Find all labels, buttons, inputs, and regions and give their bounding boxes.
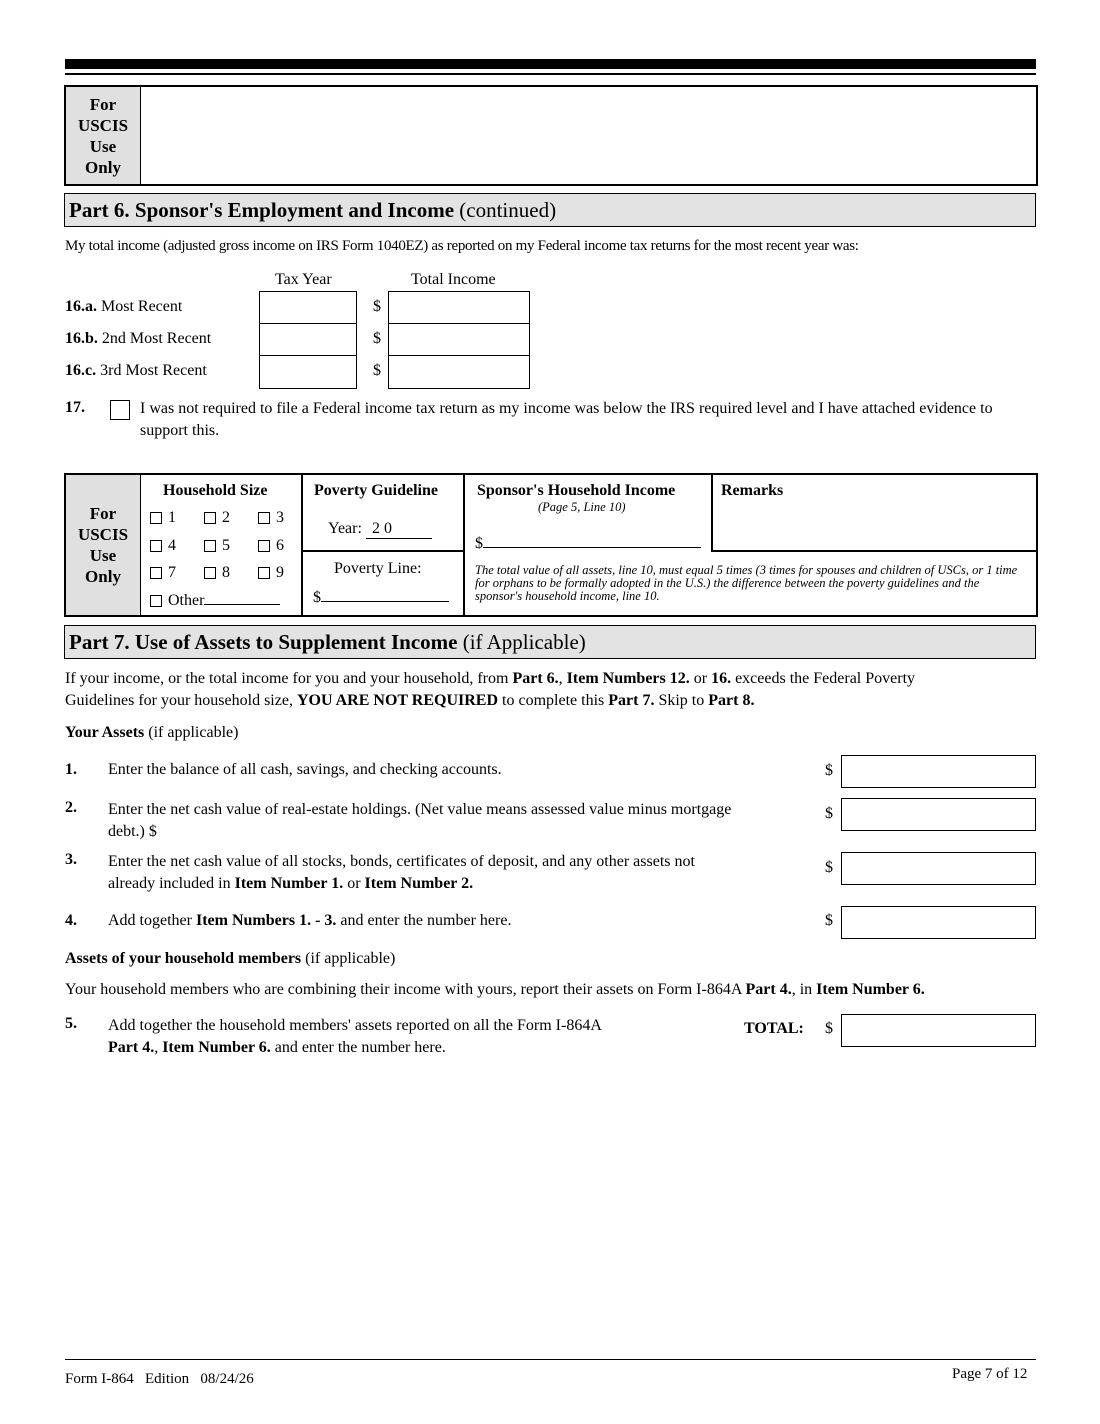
item3-text: Enter the net cash value of all stocks, bonds, certificates of deposit, and any other assets not already included in Item Number 1. or Item Number 2. bbox=[108, 853, 695, 892]
poverty-guideline-box bbox=[64, 473, 1038, 617]
item1-dollar: $ bbox=[825, 762, 833, 779]
header-rule-thick bbox=[65, 59, 1036, 69]
poverty-year: Year: 2 0 bbox=[328, 520, 432, 539]
item4-dollar: $ bbox=[825, 912, 833, 929]
part7-intro: If your income, or the total income for you and your household, from Part 6., Item Numbers 12. or 16. exceeds the Federal Poverty Guidelines for your household size, YOU ARE NOT REQUIRED to complete this Part 7. Skip to Part 8. bbox=[65, 670, 916, 709]
household-size-option-3[interactable]: 3 bbox=[258, 509, 284, 527]
item17-checkbox[interactable] bbox=[110, 400, 130, 420]
item2-text: Enter the net cash value of real-estate holdings. (Net value means assessed value minus mortgage debt.) $ bbox=[108, 801, 732, 840]
total-income-16c-input[interactable] bbox=[388, 355, 530, 389]
row-16b: 16.b. 2nd Most Recent bbox=[65, 330, 212, 347]
sponsor-income-subtitle: (Page 5, Line 10) bbox=[538, 500, 626, 514]
remarks-title: Remarks bbox=[721, 482, 784, 499]
part6-title: Part 6. Sponsor's Employment and Income bbox=[69, 198, 455, 222]
household-size-option-4[interactable]: 4 bbox=[150, 537, 176, 555]
total-label: TOTAL: bbox=[744, 1020, 804, 1037]
total-income-16a-input[interactable] bbox=[388, 291, 530, 325]
sponsor-income-title: Sponsor's Household Income bbox=[477, 482, 676, 499]
footer-form-id: Form I-864 Edition 08/24/26 bbox=[65, 1371, 254, 1387]
item3-number: 3. bbox=[65, 851, 77, 868]
header-rule-thin bbox=[65, 73, 1036, 75]
row-16c: 16.c. 3rd Most Recent bbox=[65, 362, 207, 379]
household-assets-intro: Your household members who are combining their income with yours, report their assets on Form I-864A Part 4., in Item Number 6. bbox=[65, 981, 925, 998]
item2-amount-input[interactable] bbox=[841, 798, 1036, 831]
item2-number: 2. bbox=[65, 799, 77, 816]
item5-total-input[interactable] bbox=[841, 1014, 1036, 1047]
household-size-title: Household Size bbox=[163, 482, 268, 499]
col-tax-year: Tax Year bbox=[275, 271, 332, 288]
household-size-option-7[interactable]: 7 bbox=[150, 564, 176, 582]
item4-amount-input[interactable] bbox=[841, 906, 1036, 939]
item5-text: Add together the household members' assets reported on all the Form I-864A Part 4., Item Number 6. and enter the number here. bbox=[108, 1017, 602, 1056]
poverty-line-label: Poverty Line: bbox=[334, 560, 422, 577]
household-size-option-other[interactable]: Other bbox=[150, 590, 280, 610]
poverty-year-input[interactable]: 2 0 bbox=[366, 520, 432, 539]
poverty-guideline-title: Poverty Guideline bbox=[314, 482, 438, 499]
row-16a: 16.a. Most Recent bbox=[65, 298, 183, 315]
item3-dollar: $ bbox=[825, 859, 833, 876]
part7-title: Part 7. Use of Assets to Supplement Income bbox=[69, 630, 458, 654]
item1-amount-input[interactable] bbox=[841, 755, 1036, 788]
item17-number: 17. bbox=[65, 399, 85, 416]
part6-intro: My total income (adjusted gross income on IRS Form 1040EZ) as reported on my Federal income tax returns for the most recent year was: bbox=[65, 238, 859, 254]
footer-rule bbox=[65, 1359, 1036, 1360]
household-size-option-1[interactable]: 1 bbox=[150, 509, 176, 527]
part7-header bbox=[64, 625, 1036, 659]
household-size-option-5[interactable]: 5 bbox=[204, 537, 230, 555]
guideline-uscis-label: For USCIS Use Only bbox=[66, 475, 141, 615]
dollar-16c: $ bbox=[373, 362, 381, 379]
item5-number: 5. bbox=[65, 1015, 77, 1032]
item17-text: I was not required to file a Federal income tax return as my income was below the IRS required level and I have attached evidence to support this. bbox=[140, 400, 993, 439]
your-assets-heading: Your Assets (if applicable) bbox=[65, 724, 239, 741]
item4-text: Add together Item Numbers 1. - 3. and enter the number here. bbox=[108, 912, 512, 929]
part6-subtitle: (continued) bbox=[454, 198, 557, 222]
item4-number: 4. bbox=[65, 912, 77, 929]
col-total-income: Total Income bbox=[411, 271, 496, 288]
dollar-16a: $ bbox=[373, 298, 381, 315]
item3-amount-input[interactable] bbox=[841, 852, 1036, 885]
item1-number: 1. bbox=[65, 761, 77, 778]
tax-year-16b-input[interactable] bbox=[259, 323, 357, 357]
household-size-option-2[interactable]: 2 bbox=[204, 509, 230, 527]
remarks-field[interactable] bbox=[716, 503, 1030, 547]
tax-year-16c-input[interactable] bbox=[259, 355, 357, 389]
sponsor-income-field[interactable]: $ bbox=[475, 532, 701, 553]
total-income-16b-input[interactable] bbox=[388, 323, 530, 357]
household-size-option-8[interactable]: 8 bbox=[204, 564, 230, 582]
assets-note: The total value of all assets, line 10, must equal 5 times (3 times for spouses and children of USCs, or 1 time for orphans to be formally adopted in the U.S.) the difference between the poverty guidelines and the sponsor's household income, line 10. bbox=[475, 563, 1018, 603]
dollar-16b: $ bbox=[373, 330, 381, 347]
item5-dollar: $ bbox=[825, 1020, 833, 1037]
household-size-option-6[interactable]: 6 bbox=[258, 537, 284, 555]
poverty-line-field[interactable]: $ bbox=[313, 586, 449, 607]
uscis-use-only-box bbox=[64, 85, 1038, 186]
household-assets-heading: Assets of your household members (if applicable) bbox=[65, 950, 396, 967]
tax-year-16a-input[interactable] bbox=[259, 291, 357, 325]
household-size-option-9[interactable]: 9 bbox=[258, 564, 284, 582]
uscis-use-only-label: For USCIS Use Only bbox=[66, 87, 141, 184]
item1-text: Enter the balance of all cash, savings, and checking accounts. bbox=[108, 761, 502, 778]
footer-page-number: Page 7 of 12 bbox=[952, 1366, 1028, 1382]
part7-subtitle: (if Applicable) bbox=[457, 630, 586, 654]
part6-header bbox=[64, 193, 1036, 227]
item2-dollar: $ bbox=[825, 805, 833, 822]
